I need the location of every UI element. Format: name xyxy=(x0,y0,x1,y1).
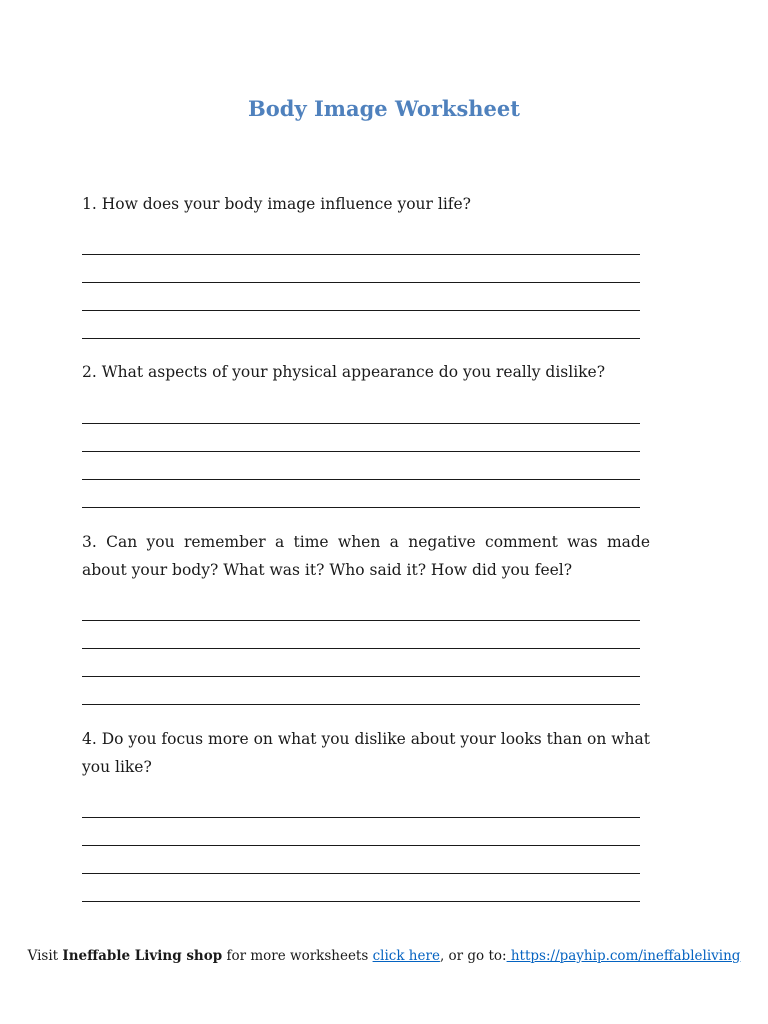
answer-line xyxy=(82,451,640,452)
answer-line xyxy=(82,338,640,339)
click-here-link[interactable]: click here xyxy=(372,948,440,964)
answer-line xyxy=(82,873,640,874)
question-1: 1. How does your body image influence your life? xyxy=(82,195,471,213)
answer-line xyxy=(82,310,640,311)
footer-go-to: , or go to: xyxy=(439,948,507,964)
answer-line xyxy=(82,817,640,818)
answer-line xyxy=(82,676,640,677)
page-title: Body Image Worksheet xyxy=(248,96,520,121)
payhip-url-link[interactable]: https://payhip.com/ineffableliving xyxy=(506,948,741,964)
answer-line xyxy=(82,254,640,255)
shop-name: Ineffable Living shop xyxy=(62,948,223,964)
answer-line xyxy=(82,845,640,846)
answer-line xyxy=(82,282,640,283)
footer-middle: for more worksheets xyxy=(222,948,373,964)
question-3: 3. Can you remember a time when a negative comment was made about your body? What was it? Who said it? How did you feel? xyxy=(82,533,650,579)
answer-line xyxy=(82,620,640,621)
footer-prefix: Visit xyxy=(27,948,63,964)
footer xyxy=(0,948,768,964)
question-4: 4. Do you focus more on what you dislike about your looks than on what you like? xyxy=(82,730,650,776)
answer-line xyxy=(82,704,640,705)
answer-line xyxy=(82,901,640,902)
answer-line xyxy=(82,648,640,649)
answer-line xyxy=(82,423,640,424)
answer-line xyxy=(82,507,640,508)
question-2: 2. What aspects of your physical appearance do you really dislike? xyxy=(82,363,606,381)
answer-line xyxy=(82,479,640,480)
